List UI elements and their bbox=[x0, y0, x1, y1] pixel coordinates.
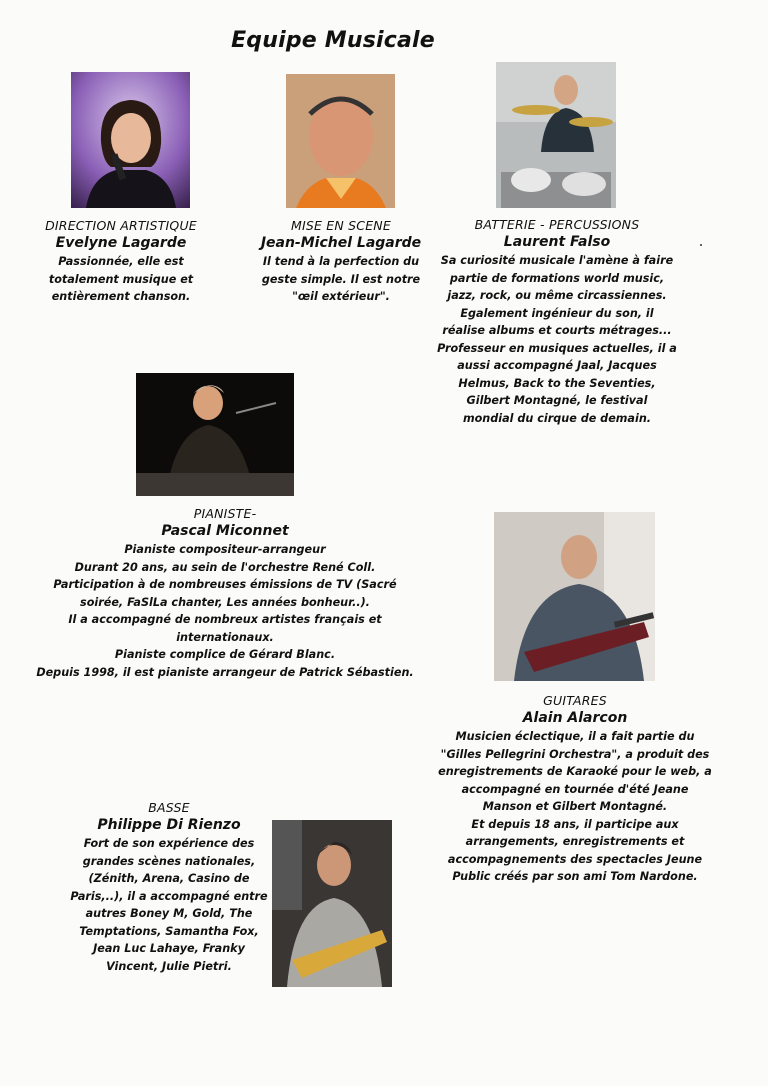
photo-pascal-miconnet bbox=[136, 373, 294, 496]
photo-evelyne-lagarde bbox=[71, 72, 190, 208]
member-role: BASSE bbox=[148, 800, 190, 815]
member-description: Sa curiosité musicale l'amène à faire partie de formations world music, jazz, rock, ou même circassiennes. Egalement ingénieur du son, il réalise albums et courts métrages... Professeur en musiques actuelles, il a aussi accompagné Jaal, Jacques Helmus, Back to the Seventies, Gilbert Montagné, le festival mondial du cirque de demain. bbox=[437, 254, 677, 425]
member-pascal-miconnet bbox=[30, 506, 420, 681]
member-jean-michel-lagarde bbox=[245, 218, 437, 306]
scan-speck bbox=[700, 244, 702, 246]
member-role: BATTERIE - PERCUSSIONS bbox=[474, 217, 640, 232]
member-name: Alain Alarcon bbox=[522, 710, 628, 726]
member-alain-alarcon bbox=[425, 693, 725, 886]
member-name: Jean-Michel Lagarde bbox=[260, 235, 422, 251]
photo-jean-michel-lagarde bbox=[286, 74, 395, 208]
member-role: DIRECTION ARTISTIQUE bbox=[45, 218, 197, 233]
member-description: Fort de son expérience des grandes scènes nationales, (Zénith, Arena, Casino de Paris,..), il a accompagné entre autres Boney M, Gold, The Temptations, Samantha Fox, Jean Luc Lahaye, Franky Vincent, Julie Pietri. bbox=[70, 837, 268, 973]
member-role: GUITARES bbox=[543, 693, 607, 708]
member-name: Evelyne Lagarde bbox=[55, 235, 187, 251]
member-description: Passionnée, elle est totalement musique et entièrement chanson. bbox=[48, 255, 194, 303]
member-laurent-falso bbox=[432, 217, 682, 427]
member-evelyne-lagarde bbox=[30, 218, 212, 306]
member-description: Musicien éclectique, il a fait partie du "Gilles Pellegrini Orchestra", a produit des enregistrements de Karaoké pour le web, a accompagné en tournée d'été Jeane Manson et Gilbert Montagné. Et depuis 18 ans, il participe aux arrangements, enregistrements et accompagnements des spectacles Jeune Public créés par son ami Tom Nardone. bbox=[438, 730, 712, 883]
member-name: Philippe Di Rienzo bbox=[97, 817, 241, 833]
member-role: MISE EN SCENE bbox=[291, 218, 391, 233]
member-role: PIANISTE- bbox=[193, 506, 257, 521]
photo-philippe-di-rienzo bbox=[272, 820, 392, 987]
photo-laurent-falso bbox=[496, 62, 616, 208]
page-title: Equipe Musicale bbox=[231, 28, 435, 53]
photo-alain-alarcon bbox=[494, 512, 655, 681]
member-description: Pianiste compositeur-arrangeur Durant 20 ans, au sein de l'orchestre René Coll. Participation à de nombreuses émissions de TV (Sacré soirée, FaSlLa chanter, Les années bonheur..). Il a accompagné de nombreux artistes français et internationaux. Pianiste complice de Gérard Blanc. Depuis 1998, il est pianiste arrangeur de Patrick Sébastien. bbox=[36, 543, 414, 679]
member-philippe-di-rienzo bbox=[70, 800, 268, 975]
member-name: Laurent Falso bbox=[503, 234, 611, 250]
member-description: Il tend à la perfection du geste simple. Il est notre "œil extérieur". bbox=[261, 255, 421, 303]
member-name: Pascal Miconnet bbox=[161, 523, 289, 539]
